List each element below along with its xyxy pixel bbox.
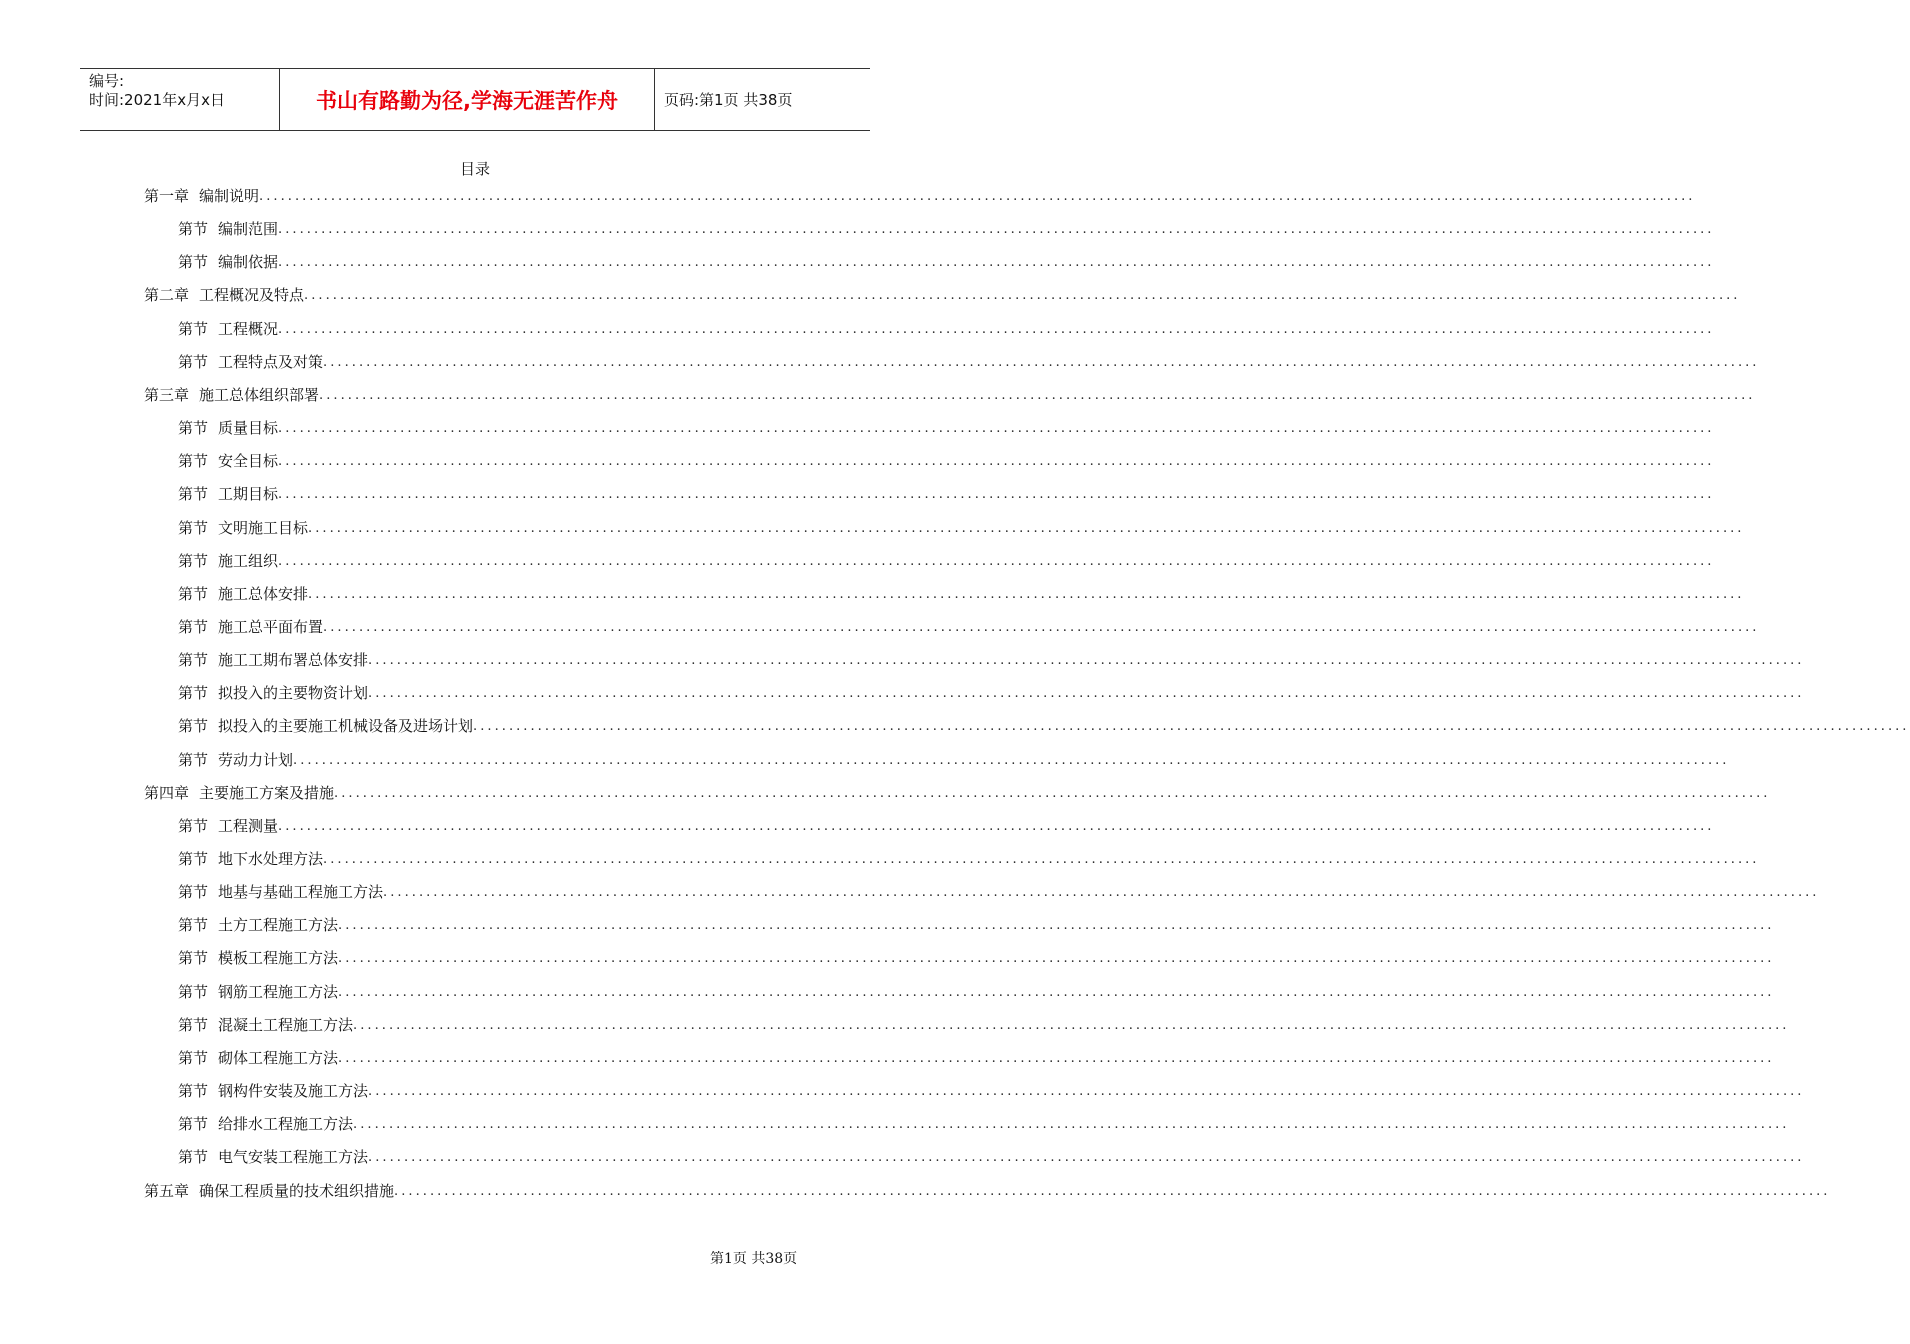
toc-entry-prefix: 第节 xyxy=(178,1115,209,1134)
toc-chapter-entry[interactable] xyxy=(144,781,1771,803)
toc-leader-dots: ........................................................................................................................................................................................................ xyxy=(308,520,1745,536)
toc-leader-dots: ........................................................................................................................................................................................................ xyxy=(368,653,1805,669)
header-meta xyxy=(80,69,280,130)
toc-entry-title: 土方工程施工方法 xyxy=(218,916,339,935)
toc-entry-prefix: 第节 xyxy=(178,584,209,603)
document-header xyxy=(80,68,870,131)
toc-entry-title: 质量目标 xyxy=(218,419,279,438)
toc-leader-dots: ........................................................................................................................................................................................................ xyxy=(338,918,1775,934)
toc-entry-label xyxy=(178,947,338,968)
toc-leader-dots: ........................................................................................................................................................................................................ xyxy=(338,1050,1775,1066)
document-number-label: 编号: xyxy=(89,72,125,90)
toc-entry-prefix: 第节 xyxy=(178,617,209,636)
page-footer: 第1页 共38页 xyxy=(710,1251,798,1267)
toc-section-entry[interactable] xyxy=(178,648,1805,670)
toc-entry-label xyxy=(178,848,323,869)
toc-entry-prefix: 第节 xyxy=(178,518,209,537)
toc-entry-label xyxy=(178,450,278,471)
toc-leader-dots: ........................................................................................................................................................................................................ xyxy=(319,387,1756,403)
toc-entry-title: 施工总体组织部署 xyxy=(199,385,320,404)
motto-text: 书山有路勤为径,学海无涯苦作舟 xyxy=(316,88,618,113)
toc-entry-label xyxy=(178,649,368,670)
toc-entry-title: 拟投入的主要施工机械设备及进场计划 xyxy=(218,717,474,736)
toc-entry-label xyxy=(178,1014,353,1035)
header-motto xyxy=(280,69,655,130)
toc-entry-title: 给排水工程施工方法 xyxy=(218,1115,354,1134)
toc-title: 目录 xyxy=(459,160,490,178)
toc-leader-dots: ........................................................................................................................................................................................................ xyxy=(368,1084,1805,1100)
toc-section-entry[interactable] xyxy=(178,1112,1790,1134)
toc-entry-title: 主要施工方案及措施 xyxy=(199,783,335,802)
toc-leader-dots: ........................................................................................................................................................................................................ xyxy=(323,619,1760,635)
toc-entry-label xyxy=(178,715,473,736)
toc-entry-title: 编制范围 xyxy=(218,220,279,239)
toc-entry-title: 地下水处理方法 xyxy=(218,850,324,868)
toc-entry-prefix: 第节 xyxy=(178,220,209,239)
toc-entry-label xyxy=(178,550,278,571)
toc-entry-title: 施工总体安排 xyxy=(218,584,309,603)
toc-entry-title: 施工工期布署总体安排 xyxy=(218,651,369,670)
toc-section-entry[interactable] xyxy=(178,913,1775,935)
toc-entry-label xyxy=(178,682,368,703)
toc-leader-dots: ........................................................................................................................................................................................................ xyxy=(278,222,1715,238)
toc-entry-title: 地基与基础工程施工方法 xyxy=(218,883,384,902)
toc-entry-prefix: 第一章 xyxy=(144,187,190,205)
toc-leader-dots: ........................................................................................................................................................................................................ xyxy=(334,785,1771,801)
toc-section-entry[interactable] xyxy=(178,714,1910,736)
toc-section-entry[interactable] xyxy=(178,980,1775,1002)
toc-entry-label xyxy=(178,1047,338,1068)
toc-entry-label xyxy=(178,1146,368,1167)
toc-leader-dots: ........................................................................................................................................................................................................ xyxy=(304,288,1741,304)
toc-entry-label xyxy=(178,517,308,538)
toc-entry-title: 钢构件安装及施工方法 xyxy=(218,1082,369,1101)
toc-leader-dots: ........................................................................................................................................................................................................ xyxy=(278,255,1715,271)
toc-section-entry[interactable] xyxy=(178,449,1715,471)
toc-section-entry[interactable] xyxy=(178,847,1760,869)
toc-entry-label xyxy=(178,1113,353,1134)
toc-leader-dots: ........................................................................................................................................................................................................ xyxy=(383,885,1820,901)
toc-chapter-entry[interactable] xyxy=(144,184,1696,206)
toc-entry-prefix: 第节 xyxy=(178,253,209,272)
toc-entry-title: 混凝土工程施工方法 xyxy=(218,1015,354,1034)
toc-leader-dots: ........................................................................................................................................................................................................ xyxy=(323,852,1760,867)
toc-section-entry[interactable] xyxy=(178,748,1730,770)
toc-entry-label xyxy=(178,583,308,604)
toc-entry-title: 施工总平面布置 xyxy=(218,617,324,636)
toc-entry-title: 工程特点及对策 xyxy=(218,352,324,371)
toc-entry-title: 拟投入的主要物资计划 xyxy=(218,684,369,703)
toc-leader-dots: ........................................................................................................................................................................................................ xyxy=(353,1117,1790,1133)
toc-leader-dots: ........................................................................................................................................................................................................ xyxy=(368,1150,1805,1166)
toc-entry-label xyxy=(144,782,334,803)
toc-leader-dots: ........................................................................................................................................................................................................ xyxy=(473,719,1910,735)
toc-section-entry[interactable] xyxy=(178,1013,1790,1035)
header-page-label: 页码:第1页 共38页 xyxy=(664,91,793,109)
toc-entry-prefix: 第节 xyxy=(178,1015,209,1034)
toc-entry-prefix: 第节 xyxy=(178,651,209,670)
toc-entry-prefix: 第五章 xyxy=(144,1181,190,1200)
toc-entry-prefix: 第节 xyxy=(178,850,209,868)
toc-section-entry[interactable] xyxy=(178,1079,1805,1101)
toc-leader-dots: ........................................................................................................................................................................................................ xyxy=(278,553,1715,569)
toc-entry-title: 编制说明 xyxy=(199,187,260,205)
toc-leader-dots: ........................................................................................................................................................................................................ xyxy=(394,1183,1831,1199)
toc-leader-dots: ........................................................................................................................................................................................................ xyxy=(278,421,1715,437)
toc-entry-label xyxy=(178,749,293,770)
toc-leader-dots: ........................................................................................................................................................................................................ xyxy=(259,189,1696,204)
toc-entry-label xyxy=(178,318,278,339)
toc-entry-label xyxy=(178,981,338,1002)
toc-leader-dots: ........................................................................................................................................................................................................ xyxy=(353,1017,1790,1033)
toc-section-entry[interactable] xyxy=(178,1046,1775,1068)
toc-entry-prefix: 第节 xyxy=(178,551,209,570)
toc-entry-title: 安全目标 xyxy=(218,452,279,471)
toc-entry-label xyxy=(178,881,383,902)
toc-entry-prefix: 第节 xyxy=(178,717,209,736)
toc-entry-title: 编制依据 xyxy=(218,253,279,272)
toc-leader-dots: ........................................................................................................................................................................................................ xyxy=(278,321,1715,337)
toc-entry-prefix: 第节 xyxy=(178,352,209,371)
toc-entry-title: 施工组织 xyxy=(218,551,279,570)
toc-chapter-entry[interactable] xyxy=(144,283,1741,305)
toc-entry-prefix: 第节 xyxy=(178,419,209,438)
toc-entry-prefix: 第节 xyxy=(178,883,209,902)
toc-section-entry[interactable] xyxy=(178,880,1820,902)
toc-entry-prefix: 第节 xyxy=(178,1082,209,1101)
toc-entry-prefix: 第节 xyxy=(178,452,209,471)
toc-chapter-entry[interactable] xyxy=(144,1179,1831,1201)
toc-entry-title: 砌体工程施工方法 xyxy=(218,1048,339,1067)
toc-section-entry[interactable] xyxy=(178,681,1805,703)
toc-entry-prefix: 第节 xyxy=(178,684,209,703)
toc-entry-prefix: 第二章 xyxy=(144,286,190,305)
toc-section-entry[interactable] xyxy=(178,317,1715,339)
toc-chapter-entry[interactable] xyxy=(144,383,1756,405)
toc-entry-label xyxy=(144,384,319,405)
toc-leader-dots: ........................................................................................................................................................................................................ xyxy=(368,686,1805,702)
toc-entry-label xyxy=(178,251,278,272)
toc-entry-title: 工期目标 xyxy=(218,485,279,504)
toc-entry-label xyxy=(178,815,278,836)
toc-entry-prefix: 第节 xyxy=(178,750,209,769)
toc-section-entry[interactable] xyxy=(178,615,1760,637)
toc-section-entry[interactable] xyxy=(178,482,1715,504)
toc-section-entry[interactable] xyxy=(178,250,1715,272)
toc-entry-label xyxy=(178,483,278,504)
toc-entry-label xyxy=(178,1080,368,1101)
toc-section-entry[interactable] xyxy=(178,814,1715,836)
toc-entry-prefix: 第节 xyxy=(178,319,209,338)
toc-entry-title: 劳动力计划 xyxy=(218,750,294,769)
toc-leader-dots: ........................................................................................................................................................................................................ xyxy=(338,951,1775,967)
toc-entry-label xyxy=(178,351,323,372)
toc-section-entry[interactable] xyxy=(178,582,1745,604)
toc-entry-prefix: 第三章 xyxy=(144,385,190,404)
toc-entry-title: 工程概况 xyxy=(218,319,279,338)
toc-section-entry[interactable] xyxy=(178,416,1715,438)
toc-entry-title: 电气安装工程施工方法 xyxy=(218,1148,369,1167)
toc-entry-label xyxy=(178,914,338,935)
toc-entry-label xyxy=(144,185,259,206)
toc-entry-label xyxy=(144,284,304,305)
toc-entry-prefix: 第节 xyxy=(178,1048,209,1067)
toc-leader-dots: ........................................................................................................................................................................................................ xyxy=(278,818,1715,834)
toc-section-entry[interactable] xyxy=(178,217,1715,239)
toc-entry-label xyxy=(178,616,323,637)
toc-entry-title: 钢筋工程施工方法 xyxy=(218,982,339,1001)
toc-entry-prefix: 第四章 xyxy=(144,783,190,802)
toc-entry-title: 模板工程施工方法 xyxy=(218,949,339,968)
toc-entry-title: 工程概况及特点 xyxy=(199,286,305,305)
toc-section-entry[interactable] xyxy=(178,350,1760,372)
toc-entry-prefix: 第节 xyxy=(178,816,209,835)
toc-leader-dots: ........................................................................................................................................................................................................ xyxy=(338,984,1775,1000)
toc-entry-prefix: 第节 xyxy=(178,1148,209,1167)
header-page-info xyxy=(655,69,870,130)
toc-section-entry[interactable] xyxy=(178,549,1715,571)
toc-entry-prefix: 第节 xyxy=(178,982,209,1001)
document-date-label: 时间:2021年x月x日 xyxy=(89,91,225,109)
toc-section-entry[interactable] xyxy=(178,946,1775,968)
toc-entry-prefix: 第节 xyxy=(178,949,209,968)
toc-entry-prefix: 第节 xyxy=(178,485,209,504)
toc-section-entry[interactable] xyxy=(178,516,1745,538)
toc-entry-title: 文明施工目标 xyxy=(218,518,309,537)
toc-entry-label xyxy=(178,417,278,438)
toc-leader-dots: ........................................................................................................................................................................................................ xyxy=(293,752,1730,768)
toc-section-entry[interactable] xyxy=(178,1145,1805,1167)
toc-entry-label xyxy=(144,1180,394,1201)
toc-leader-dots: ........................................................................................................................................................................................................ xyxy=(278,454,1715,470)
toc-leader-dots: ........................................................................................................................................................................................................ xyxy=(308,586,1745,602)
toc-entry-prefix: 第节 xyxy=(178,916,209,935)
toc-entry-title: 工程测量 xyxy=(218,816,279,835)
toc-leader-dots: ........................................................................................................................................................................................................ xyxy=(323,354,1760,370)
toc-entry-label xyxy=(178,218,278,239)
toc-leader-dots: ........................................................................................................................................................................................................ xyxy=(278,487,1715,503)
toc-entry-title: 确保工程质量的技术组织措施 xyxy=(199,1181,395,1200)
